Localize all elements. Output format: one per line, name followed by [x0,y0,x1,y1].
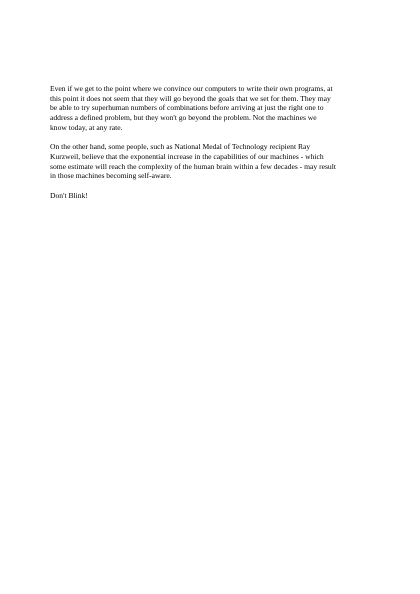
body-text [50,84,372,210]
paragraph-3: Don't Blink! [50,190,88,200]
paragraph-2: On the other hand, some people, such as National Medal of Technology recipient Ray Kurzweil, believe that the exponential increase in the capabilities of our machines - which some estimate will reach the complexity of the human brain within a few decades - may result in those machines becoming self-aware. [50,142,336,181]
paragraph-1: Even if we get to the point where we convince our computers to write their own programs, at this point it does not seem that they will go beyond the goals that we set for them. They may be able to try superhuman numbers of combinations before arriving at just the right one to address a defined problem, but they won't go beyond the problem. Not the machines we know today, at any rate. [50,84,333,132]
